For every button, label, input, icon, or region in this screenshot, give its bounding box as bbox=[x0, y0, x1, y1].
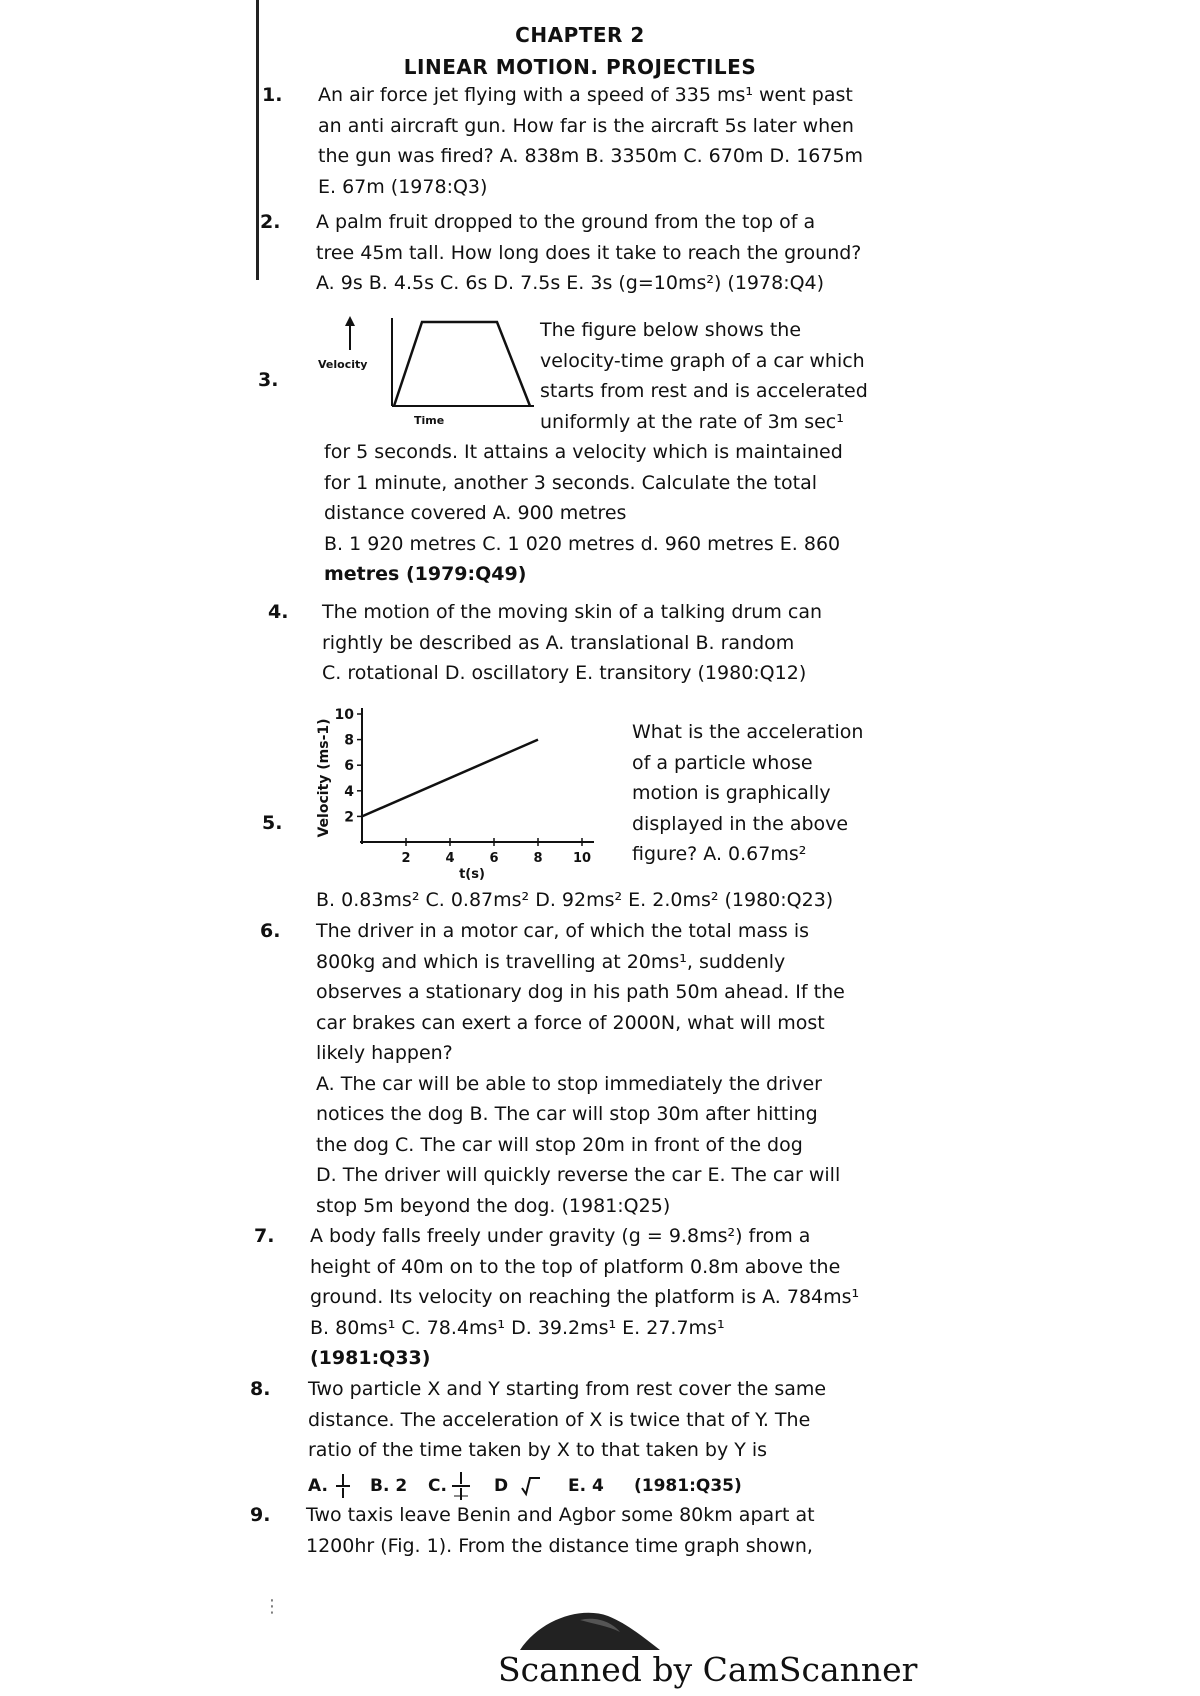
option-a-label: A. bbox=[308, 1476, 328, 1496]
option-d-label: D bbox=[494, 1476, 509, 1496]
question-number: 7. bbox=[254, 1225, 275, 1247]
text-line: C. rotational D. oscillatory E. transitory (1980:Q12) bbox=[322, 662, 807, 684]
question-number: 9. bbox=[250, 1504, 271, 1526]
x-axis-label: t(s) bbox=[459, 867, 485, 882]
x-tick-label: 6 bbox=[489, 851, 499, 866]
question-number: 1. bbox=[262, 84, 283, 106]
text-line: car brakes can exert a force of 2000N, what will most bbox=[316, 1011, 825, 1034]
root-glyph bbox=[520, 1474, 542, 1498]
text-line: motion is graphically bbox=[632, 782, 831, 804]
velocity-time-trapezium-figure bbox=[312, 310, 540, 426]
option-c-label: C. bbox=[428, 1476, 447, 1496]
y-axis-arrowhead bbox=[345, 316, 355, 326]
text-line: stop 5m beyond the dog. (1981:Q25) bbox=[316, 1194, 671, 1217]
text-line: notices the dog B. The car will stop 30m after hitting bbox=[316, 1103, 818, 1125]
x-tick-label: 10 bbox=[572, 851, 592, 866]
question-reference: (1981:Q35) bbox=[634, 1476, 742, 1496]
question-number: 3. bbox=[258, 369, 279, 391]
text-line: Two particle X and Y starting from rest cover the same bbox=[308, 1378, 827, 1400]
text-line: The figure below shows the bbox=[540, 319, 802, 341]
text-line: an anti aircraft gun. How far is the aircraft 5s later when bbox=[318, 114, 854, 137]
text-line: rightly be described as A. translational B. random bbox=[322, 631, 795, 654]
text-line: A. The car will be able to stop immediately the driver bbox=[316, 1072, 822, 1095]
trapezium-line bbox=[394, 322, 530, 406]
text-line: What is the acceleration bbox=[632, 721, 864, 743]
fraction-glyph bbox=[450, 1468, 472, 1504]
text-line: observes a stationary dog in his path 50m ahead. If the bbox=[316, 981, 845, 1003]
text-line: ratio of the time taken by X to that taken by Y is bbox=[308, 1439, 768, 1461]
text-line: uniformly at the rate of 3m sec¹ bbox=[540, 410, 844, 433]
text-line: displayed in the above bbox=[632, 812, 849, 835]
text-line: D. The driver will quickly reverse the car E. The car will bbox=[316, 1164, 841, 1186]
text-line: B. 80ms¹ C. 78.4ms¹ D. 39.2ms¹ E. 27.7ms¹ bbox=[310, 1316, 725, 1339]
question-number: 5. bbox=[262, 812, 283, 834]
x-tick-label: 4 bbox=[445, 851, 455, 866]
text-line: (1981:Q33) bbox=[310, 1347, 431, 1369]
text-line: velocity-time graph of a car which bbox=[540, 349, 865, 372]
text-line: A palm fruit dropped to the ground from the top of a bbox=[316, 211, 816, 233]
figure-ylabel: Velocity bbox=[318, 358, 368, 371]
x-tick-label: 2 bbox=[401, 851, 411, 866]
question-number: 6. bbox=[260, 920, 281, 942]
velocity-time-line-chart bbox=[312, 702, 622, 882]
text-line: ground. Its velocity on reaching the platform is A. 784ms¹ bbox=[310, 1286, 860, 1308]
x-tick-label: 8 bbox=[533, 851, 543, 866]
text-line: A body falls freely under gravity (g = 9.8ms²) from a bbox=[310, 1225, 811, 1247]
question-9-text bbox=[306, 1500, 846, 1561]
text-line: starts from rest and is accelerated bbox=[540, 380, 868, 402]
y-tick-label: 2 bbox=[344, 809, 354, 826]
question-3-side-text bbox=[540, 315, 872, 437]
y-tick-label: 4 bbox=[344, 783, 354, 800]
text-line: B. 1 920 metres C. 1 020 metres d. 960 metres E. 860 bbox=[324, 532, 841, 555]
velocity-series-line bbox=[362, 740, 538, 817]
question-2-text bbox=[316, 207, 886, 299]
y-tick-label: 6 bbox=[344, 758, 354, 775]
y-axis-label: Velocity (ms-1) bbox=[316, 718, 332, 838]
text-line: 1200hr (Fig. 1). From the distance time graph shown, bbox=[306, 1534, 813, 1557]
question-5-side-text bbox=[632, 717, 872, 870]
y-tick-label: 10 bbox=[334, 707, 354, 723]
figure-xlabel: Time bbox=[414, 414, 445, 426]
question-number: 4. bbox=[268, 601, 289, 623]
margin-line bbox=[256, 0, 259, 280]
question-5-text bbox=[316, 885, 876, 916]
question-1-text bbox=[318, 80, 888, 202]
question-number: 8. bbox=[250, 1378, 271, 1400]
question-3-text bbox=[324, 437, 872, 590]
option-e-label: E. 4 bbox=[568, 1476, 604, 1496]
text-line: distance covered A. 900 metres bbox=[324, 502, 627, 524]
text-line: An air force jet flying with a speed of 335 ms¹ went past bbox=[318, 84, 853, 106]
text-line: tree 45m tall. How long does it take to reach the ground? bbox=[316, 241, 862, 264]
question-number: 2. bbox=[260, 211, 281, 233]
scanner-watermark: Scanned by CamScanner bbox=[498, 1650, 918, 1689]
camscanner-logo bbox=[520, 1610, 660, 1650]
text-line: The driver in a motor car, of which the total mass is bbox=[316, 920, 810, 942]
text-line: 800kg and which is travelling at 20ms¹, suddenly bbox=[316, 950, 786, 973]
text-line: metres (1979:Q49) bbox=[324, 563, 527, 585]
question-7-text bbox=[310, 1221, 870, 1374]
text-line: figure? A. 0.67ms² bbox=[632, 843, 807, 865]
chapter-label: CHAPTER 2 bbox=[515, 23, 645, 47]
text-line: Two taxis leave Benin and Agbor some 80km apart at bbox=[306, 1504, 815, 1526]
text-line: A. 9s B. 4.5s C. 6s D. 7.5s E. 3s (g=10ms²) (1978:Q4) bbox=[316, 272, 825, 294]
question-6-text bbox=[316, 916, 872, 1221]
y-tick-label: 8 bbox=[344, 732, 354, 749]
option-b-label: B. 2 bbox=[370, 1476, 408, 1496]
text-line: B. 0.83ms² C. 0.87ms² D. 92ms² E. 2.0ms² (1980:Q23) bbox=[316, 889, 834, 911]
fraction-glyph bbox=[334, 1470, 352, 1502]
text-line: distance. The acceleration of X is twice that of Y. The bbox=[308, 1408, 811, 1431]
text-line: the dog C. The car will stop 20m in front of the dog bbox=[316, 1133, 803, 1156]
text-line: likely happen? bbox=[316, 1042, 453, 1064]
text-line: the gun was fired? A. 838m B. 3350m C. 670m D. 1675m bbox=[318, 145, 864, 167]
text-line: for 5 seconds. It attains a velocity which is maintained bbox=[324, 441, 843, 463]
question-4-text bbox=[322, 597, 874, 689]
scan-speck: ⋮ bbox=[263, 1596, 281, 1617]
chapter-title: LINEAR MOTION. PROJECTILES bbox=[403, 55, 757, 79]
text-line: E. 67m (1978:Q3) bbox=[318, 175, 488, 198]
text-line: for 1 minute, another 3 seconds. Calculate the total bbox=[324, 471, 818, 494]
text-line: The motion of the moving skin of a talking drum can bbox=[322, 601, 823, 623]
question-8-text bbox=[308, 1374, 856, 1466]
text-line: height of 40m on to the top of platform 0.8m above the bbox=[310, 1255, 841, 1278]
text-line: of a particle whose bbox=[632, 751, 813, 774]
